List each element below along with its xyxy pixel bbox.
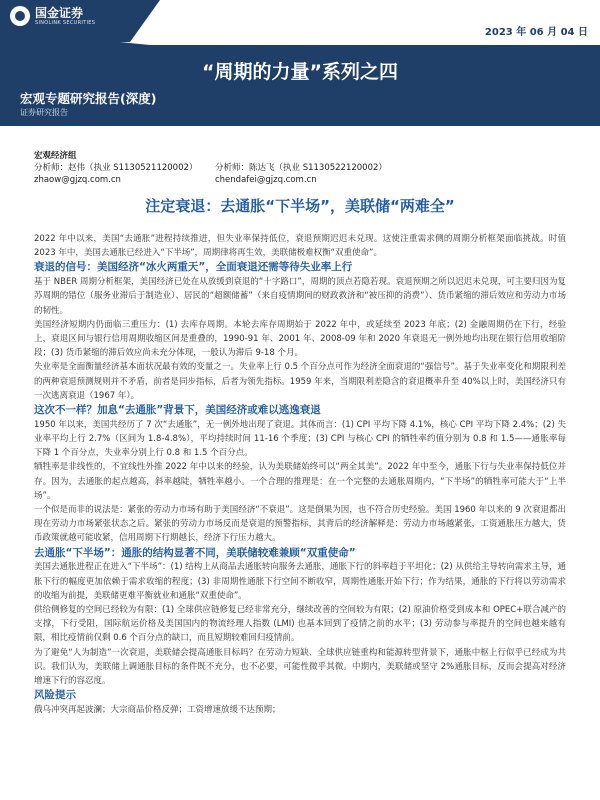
analyst-info xyxy=(34,150,387,186)
series-title: “周期的力量”系列之四 xyxy=(202,61,398,83)
body-paragraph: 失业率是全面衡量经济基本面状况最有效的变量之一。失业率上行 0.5 个百分点可作为经济全面衰退的“强信号”。基于失业率变化和期限利差的两种衰退预测规则并不矛盾，前者是同步指标，后者为领先指标。1959 年来，当期限利差隐含的衰退概率升至 40%以上时，美国经济只有一次逃离衰退（1967 年）。 xyxy=(34,362,566,401)
analyst-group: 宏观经济组 xyxy=(34,151,77,161)
body-paragraph: 牺牲率是非线性的，不宜线性外推 2022 年中以来的经验，认为美联储始终可以“两全其美”。2022 年中至今，通胀下行与失业率保持低位并存。因为，去通胀的起点越高，斜率越陡，牺牲率越小。一个合理的推理是：在一个完整的去通胀周期内，“下半场”的牺牲率可能大于“上半场”。 xyxy=(34,462,566,501)
analyst-name-row xyxy=(34,162,387,174)
analyst-1-email[interactable]: zhaow@gjzq.com.cn xyxy=(34,175,121,185)
analyst-1-name: 分析师：赵伟（执业 S1130521120002） xyxy=(34,163,198,173)
analyst-2-name: 分析师：陈达飞（执业 S1130522120002） xyxy=(215,163,387,173)
body-paragraph: 供给侧修复的空间已经较为有限：(1) 全球供应链修复已经非常充分，继续改善的空间较为有限；(2) 原油价格受到成本和 OPEC+联合减产的支撑，下行受阻，国际航运价格及美国国内的物流经理人指数 (LMI) 也基本回到了疫情之前的水平；(3) 劳动参与率提升的空间也越来越有限，相比疫情前仅剩 0.6 个百分点的缺口，而且短期较难回归疫情前。 xyxy=(34,605,566,644)
body-paragraph: 美国去通胀进程正在进入“下半场”：(1) 结构上从商品去通胀转向服务去通胀，通胀下行的斜率趋于平坦化；(2) 从供给主导转向需求主导，通胀下行的幅度更加依赖于需求收缩的程度；(3) 非周期性通胀下行空间不断收窄，周期性通胀开始下行；作为结果，通胀的下行将以劳动需求的收缩为前提，美联储更难平衡就业和通胀“双重使命”。 xyxy=(34,562,566,601)
brand-logo xyxy=(10,6,95,26)
sinolink-logo-icon xyxy=(10,6,30,26)
analyst-2-email[interactable]: chendafei@gjzq.com.cn xyxy=(215,175,317,185)
report-category: 证券研究报告 xyxy=(20,108,68,117)
section-heading-1: 衰退的信号：美国经济“冰火两重天”，全面衰退还需等待失业率上行 xyxy=(34,261,353,274)
brand-name: 国金证券 xyxy=(35,5,84,20)
risk-heading: 风险提示 xyxy=(34,689,76,702)
intro-paragraph: 2022 年中以来，美国“去通胀”进程持续推进，但失业率保持低位，衰退预期迟迟未兑现。这使注重需求侧的周期分析框架面临挑战。时值 2023 年中，美国去通胀已经进入“下半场”，周期律将再生效，美联储极难权衡“双重使命”。 xyxy=(34,234,566,259)
body-paragraph: 一个似是而非的说法是：紧张的劳动力市场有助于美国经济“不衰退”。这是倒果为因，也不符合历史经验。美国 1960 年以来的 9 次衰退都出现在劳动力市场紧张状态之后。紧张的劳动力市场反而是衰退的预警指标，其背后的经济解释是：劳动力市场越紧张，工资通胀压力越大，货币政策就越可能收紧，信用周期下行期越长，经济下行压力越大。 xyxy=(34,505,566,544)
analyst-email-row xyxy=(34,174,387,186)
report-header-banner xyxy=(0,0,600,126)
risk-paragraph: 俄乌冲突再起波澜；大宗商品价格反弹；工资增速放缓不达预期； xyxy=(34,705,281,716)
body-paragraph: 基于 NBER 周期分析框架，美国经济已处在从放缓到衰退的“十字路口”，周期的顶点若隐若现。衰退预期之所以迟迟未兑现，可主要归因为复苏周期的错位（服务业滞后于制造业）、居民的“超额储蓄”（来自疫情期间的财政救济和“被压抑的消费”）、货币紧缩的滞后效应和劳动力市场的韧性。 xyxy=(34,277,566,316)
report-body xyxy=(34,232,566,717)
section-heading-2: 这次不一样？加息“去通胀”背景下，美国经济或难以逃逸衰退 xyxy=(34,404,321,417)
body-paragraph: 为了避免“人为制造”一次衰退，美联储会提高通胀目标吗？在劳动力短缺、全球供应链重构和能源转型背景下，通胀中枢上行似乎已经成为共识。我们认为，美联储上调通胀目标的条件既不充分，也不必要，可能性微乎其微。中期内，美联储或坚守 2%通胀目标，反而会提高对经济增速下行的容忍度。 xyxy=(34,647,566,687)
report-type: 宏观专题研究报告(深度) xyxy=(20,91,157,106)
section-heading-3: 去通胀“下半场”：通胀的结构显著不同，美联储较难兼顾“双重使命” xyxy=(34,546,356,559)
body-paragraph: 美国经济短期内仍面临三重压力：(1) 去库存周期。本轮去库存周期始于 2022 年中，或延续至 2023 年底；(2) 金融周期仍在下行，经验上，衰退区间与银行信用周期收缩区间是重叠的，1990-91 年、2001 年、2008-09 年和 2020 年衰退无一例外地均出现在银行信用收缩阶段；(3) 货币紧缩的滞后效应尚未充分体现，一般认为滞后 9-18 个月。 xyxy=(34,319,566,359)
report-date: 2023 年 06 月 04 日 xyxy=(484,27,588,38)
brand-name-en: SINOLINK SECURITIES xyxy=(35,19,96,26)
body-paragraph: 1950 年以来，美国共经历了 7 次“去通胀”，无一例外地出现了衰退。其体而言：(1) CPI 平均下降 4.1%，核心 CPI 平均下降 2.4%；(2) 失业率平均上行 2.7%（区间为 1.8-4.8%），平均持续时间 11-16 个季度；(3) CPI 与核心 CPI 的牺牲率约值分别为 0.8 和 1.5——通胀率每下降 1 个百分点，失业率分别上行 0.8 和 1.5 个百分点。 xyxy=(34,419,566,459)
report-main-title: 注定衰退：去通胀“下半场”，美联储“两难全” xyxy=(145,197,455,215)
